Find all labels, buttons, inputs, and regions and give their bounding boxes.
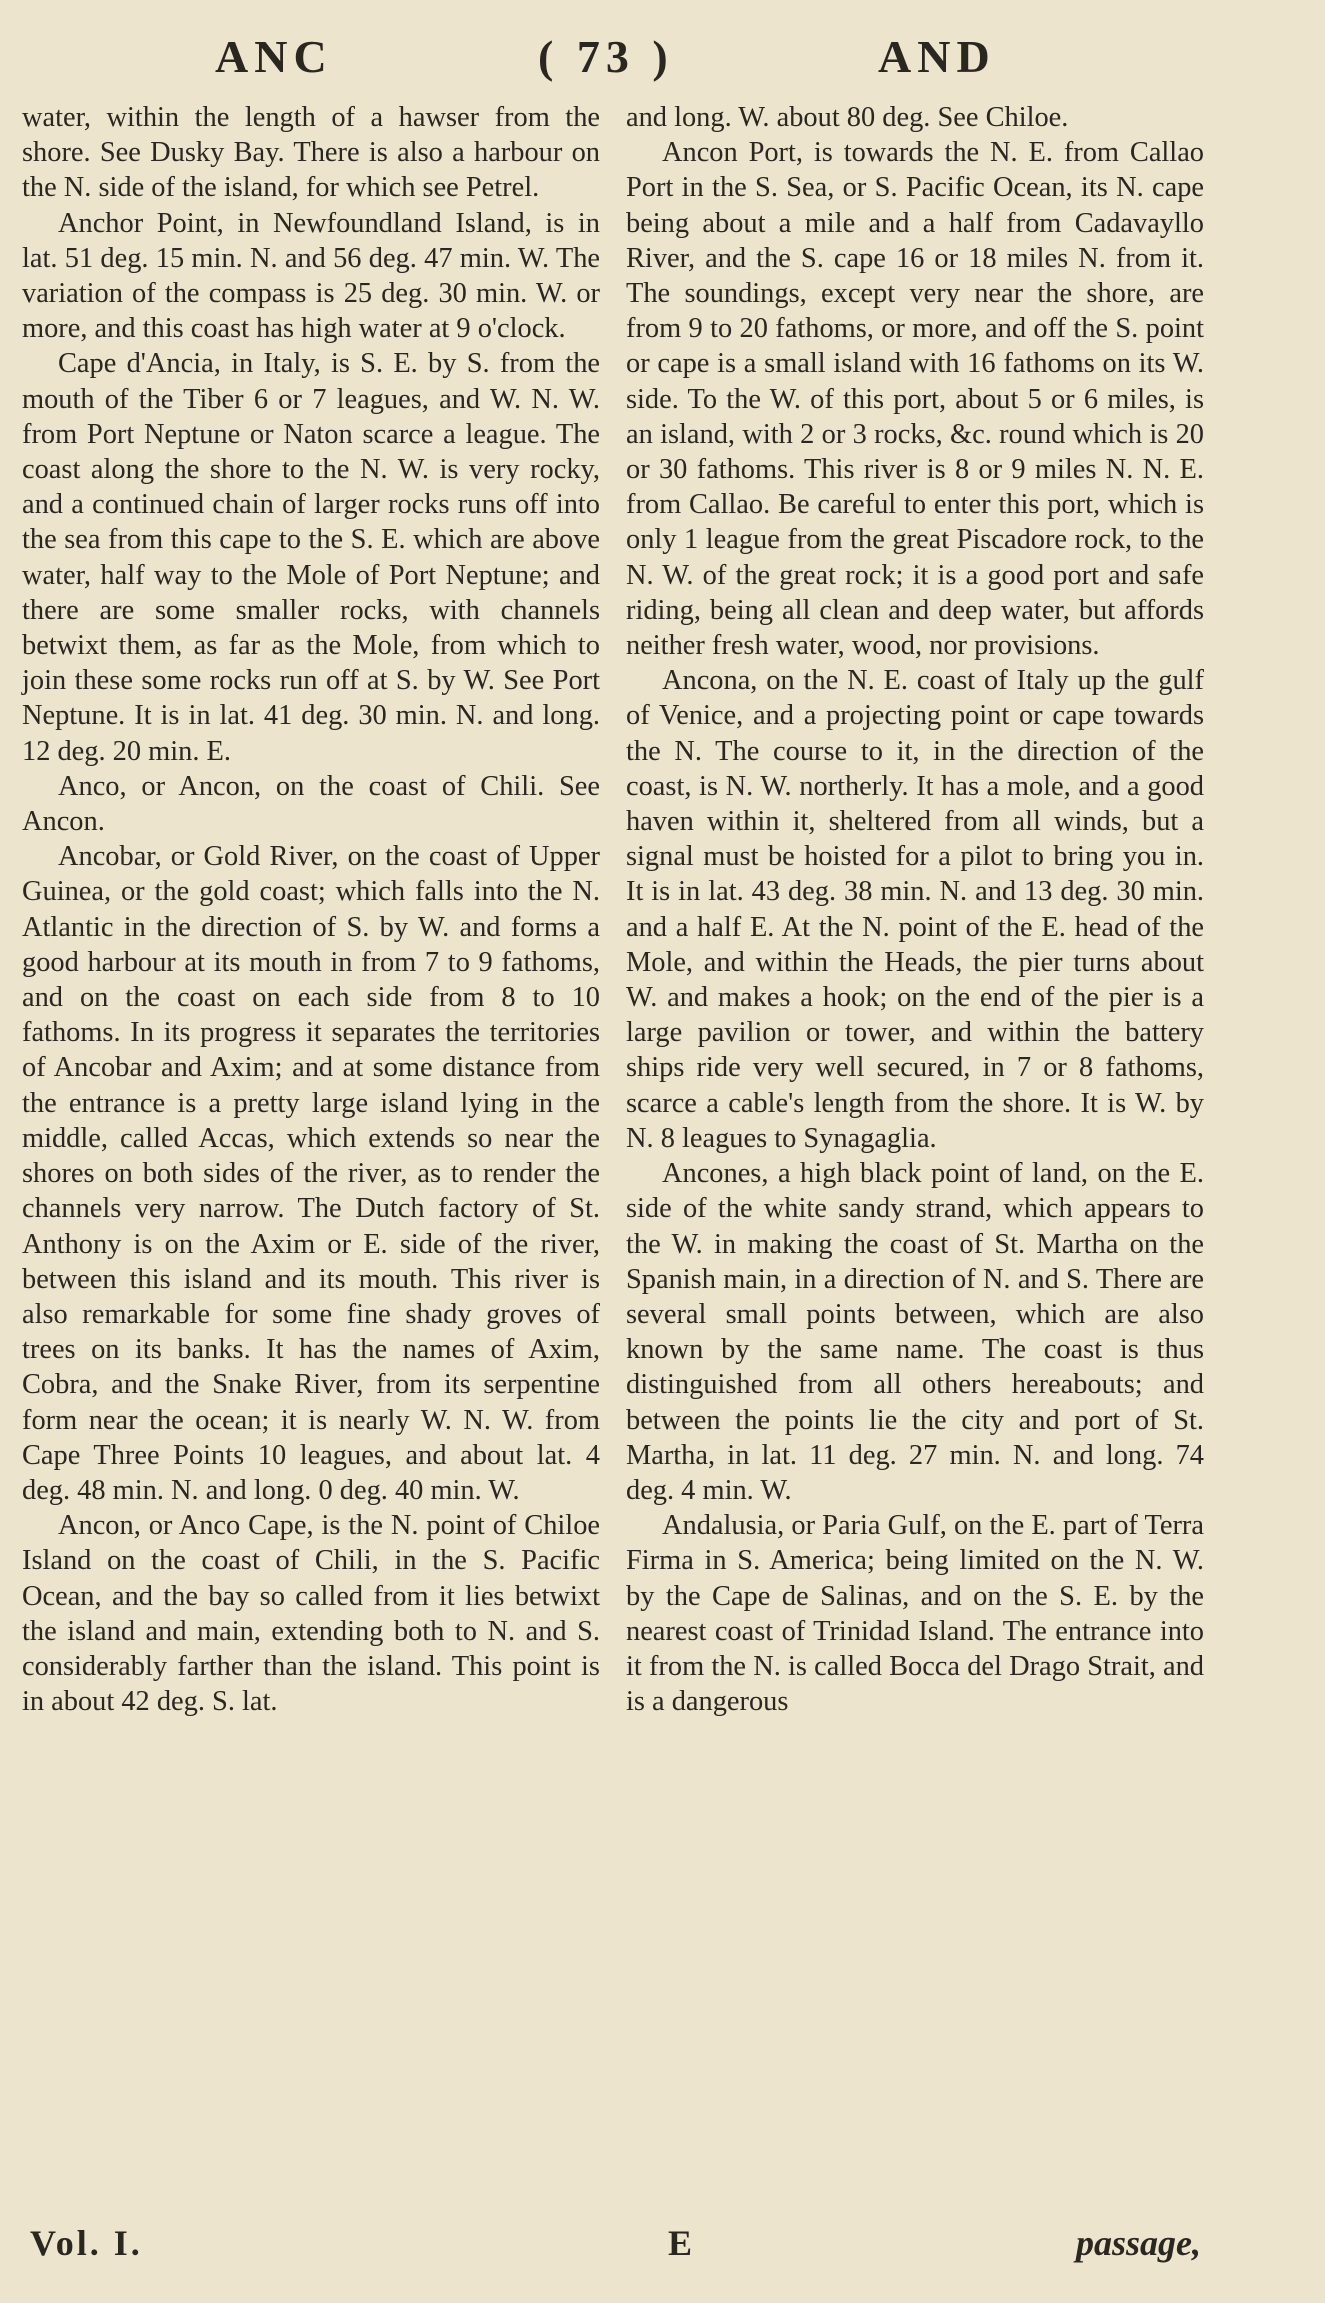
entry-paragraph: Ancon, or Anco Cape, is the N. point of Chiloe Island on the coast of Chili, in the S. Pacific Ocean, and the bay so called from it lies betwixt the island and main, extending both to N. and S. considerably farther than the island. This point is in about 42 deg. S. lat. <box>22 1510 600 1718</box>
entry-paragraph: Ancon Port, is towards the N. E. from Callao Port in the S. Sea, or S. Pacific Ocean, its N. cape being about a mile and a half from Cadavayllo River, and the S. cape 16 or 18 miles N. from it. The soundings, except very near the shore, are from 9 to 20 fathoms, or more, and off the S. point or cape is a small island with 16 fathoms on its W. side. To the W. of this port, about 5 or 6 miles, is an island, with 2 or 3 rocks, &c. round which is 20 or 30 fathoms. This river is 8 or 9 miles N. N. E. from Callao. Be careful to enter this port, which is only 1 league from the great Piscadore rock, to the N. W. of the great rock; it is a good port and safe riding, being all clean and deep water, but affords neither fresh water, wood, nor provisions. <box>626 137 1204 662</box>
left-column <box>22 100 600 1719</box>
page-number: ( 73 ) <box>538 31 674 82</box>
volume-mark: Vol. I. <box>30 2223 143 2263</box>
catchword: passage, <box>1076 2223 1201 2263</box>
right-column <box>626 100 1204 1719</box>
entry-paragraph: Cape d'Ancia, in Italy, is S. E. by S. from the mouth of the Tiber 6 or 7 leagues, and W. N. W. from Port Neptune or Naton scarce a league. The coast along the shore to the N. W. is very rocky, and a continued chain of larger rocks runs off into the sea from this cape to the S. E. which are above water, half way to the Mole of Port Neptune; and there are some smaller rocks, with channels betwixt them, as far as the Mole, from which to join these some rocks run off at S. by W. See Port Neptune. It is in lat. 41 deg. 30 min. N. and long. 12 deg. 20 min. E. <box>22 348 600 767</box>
entry-paragraph: Anco, or Ancon, on the coast of Chili. See Ancon. <box>22 770 600 838</box>
running-head <box>0 30 1325 90</box>
entry-paragraph: Andalusia, or Paria Gulf, on the E. part of Terra Firma in S. America; being limited on the N. W. by the Cape de Salinas, and on the S. E. by the nearest coast of Trinidad Island. The entrance into it from the N. is called Bocca del Drago Strait, and is a dangerous <box>626 1510 1204 1718</box>
entry-paragraph: Ancones, a high black point of land, on the E. side of the white sandy strand, which appears to the W. in making the coast of St. Martha on the Spanish main, in a direction of N. and S. There are several small points between, which are also known by the same name. The coast is thus distinguished from all others hereabouts; and between the points lie the city and port of St. Martha, in lat. 11 deg. 27 min. N. and long. 74 deg. 4 min. W. <box>626 1158 1204 1506</box>
entry-paragraph: water, within the length of a hawser from the shore. See Dusky Bay. There is also a harbour on the N. side of the island, for which see Petrel. <box>22 102 600 204</box>
entry-paragraph: Ancona, on the N. E. coast of Italy up the gulf of Venice, and a projecting point or cape towards the N. The course to it, in the direction of the coast, is N. W. northerly. It has a mole, and a good haven within it, sheltered from all winds, but a signal must be hoisted for a pilot to bring you in. It is in lat. 43 deg. 38 min. N. and 13 deg. 30 min. and a half E. At the N. point of the E. head of the Mole, and within the Heads, the pier turns about W. and makes a hook; on the end of the pier is a large pavilion or tower, and within the battery ships ride very well secured, in 7 or 8 fathoms, scarce a cable's length from the shore. It is W. by N. 8 leagues to Synagaglia. <box>626 665 1204 1154</box>
page-footer <box>0 2222 1325 2272</box>
running-head-left: ANC <box>215 31 333 82</box>
signature-mark: E <box>668 2223 693 2263</box>
running-head-right: AND <box>878 31 996 82</box>
entry-paragraph: and long. W. about 80 deg. See Chiloe. <box>626 102 1069 133</box>
entry-paragraph: Anchor Point, in Newfoundland Island, is in lat. 51 deg. 15 min. N. and 56 deg. 47 min. W. The variation of the compass is 25 deg. 30 min. W. or more, and this coast has high water at 9 o'clock. <box>22 207 600 345</box>
entry-paragraph: Ancobar, or Gold River, on the coast of Upper Guinea, or the gold coast; which falls into the N. Atlantic in the direction of S. by W. and forms a good harbour at its mouth in from 7 to 9 fathoms, and on the coast on each side from 8 to 10 fathoms. In its progress it separates the territories of Ancobar and Axim; and at some distance from the entrance is a pretty large island lying in the middle, called Accas, which extends so near the shores on both sides of the river, as to render the channels very narrow. The Dutch factory of St. Anthony is on the Axim or E. side of the river, between this island and its mouth. This river is also remarkable for some fine shady groves of trees on its banks. It has the names of Axim, Cobra, and the Snake River, from its serpentine form near the ocean; it is nearly W. N. W. from Cape Three Points 10 leagues, and about lat. 4 deg. 48 min. N. and long. 0 deg. 40 min. W. <box>22 841 600 1506</box>
